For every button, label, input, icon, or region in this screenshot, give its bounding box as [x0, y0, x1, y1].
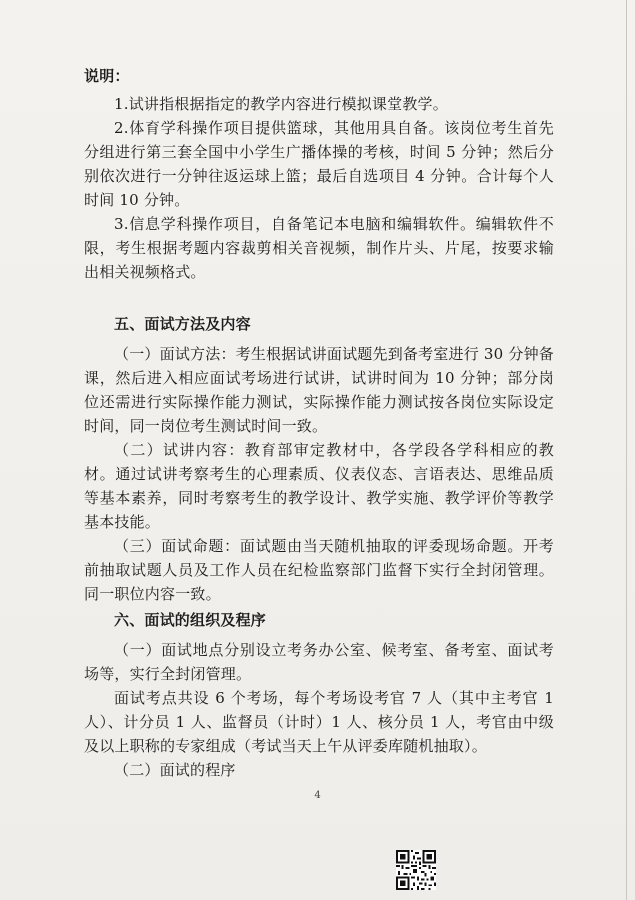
note-item-3: 3.信息学科操作项目，自备笔记本电脑和编辑软件。编辑软件不限，考生根据考题内容裁剪相关音视频，制作片头、片尾，按要求输出相关视频格式。 — [84, 215, 554, 281]
document-body — [84, 64, 554, 782]
qr-code-icon — [396, 850, 436, 890]
section-5-paragraph-1: （一）面试方法：考生根据试讲面试题先到备考室进行 30 分钟备课，然后进入相应面试考场进行试讲，试讲时间为 10 分钟；部分岗位还需进行实际操作能力测试，实际操作能力测试按各岗位实际设定时间，同一岗位考生测试时间一致。 — [84, 345, 554, 435]
section-6-paragraph-3: （二）面试的程序 — [114, 761, 236, 779]
section-6-paragraph-1: （一）面试地点分别设立考务办公室、候考室、备考室、面试考场等，实行全封闭管理。 — [84, 641, 554, 683]
note-label: 说明： — [84, 67, 130, 85]
section-6-heading: 六、面试的组织及程序 — [114, 611, 267, 629]
note-item-1: 1.试讲指根据指定的教学内容进行模拟课堂教学。 — [114, 95, 448, 113]
page-number: 4 — [314, 790, 321, 801]
scan-edge-line — [626, 0, 627, 900]
section-5-paragraph-2: （二）试讲内容：教育部审定教材中，各学段各学科相应的教材。通过试讲考察考生的心理素质、仪表仪态、言语表达、思维品质等基本素养，同时考察考生的教学设计、教学实施、教学评价等教学基本技能。 — [84, 441, 554, 531]
note-item-2: 2.体育学科操作项目提供篮球，其他用具自备。该岗位考生首先分组进行第三套全国中小学生广播体操的考核，时间 5 分钟；然后分别依次进行一分钟往返运球上篮；最后自选项目 4 分钟。合计每个人时间 10 分钟。 — [84, 119, 554, 209]
section-5-paragraph-3: （三）面试命题：面试题由当天随机抽取的评委现场命题。开考前抽取试题人员及工作人员在纪检监察部门监督下实行全封闭管理。同一职位内容一致。 — [84, 537, 554, 603]
section-6-paragraph-2: 面试考点共设 6 个考场，每个考场设考官 7 人（其中主考官 1 人）、计分员 1 人、监督员（计时）1 人、核分员 1 人，考官由中级及以上职称的专家组成（考试当天上午从评委库随机抽取）。 — [84, 689, 554, 755]
section-5-heading: 五、面试方法及内容 — [114, 315, 251, 333]
